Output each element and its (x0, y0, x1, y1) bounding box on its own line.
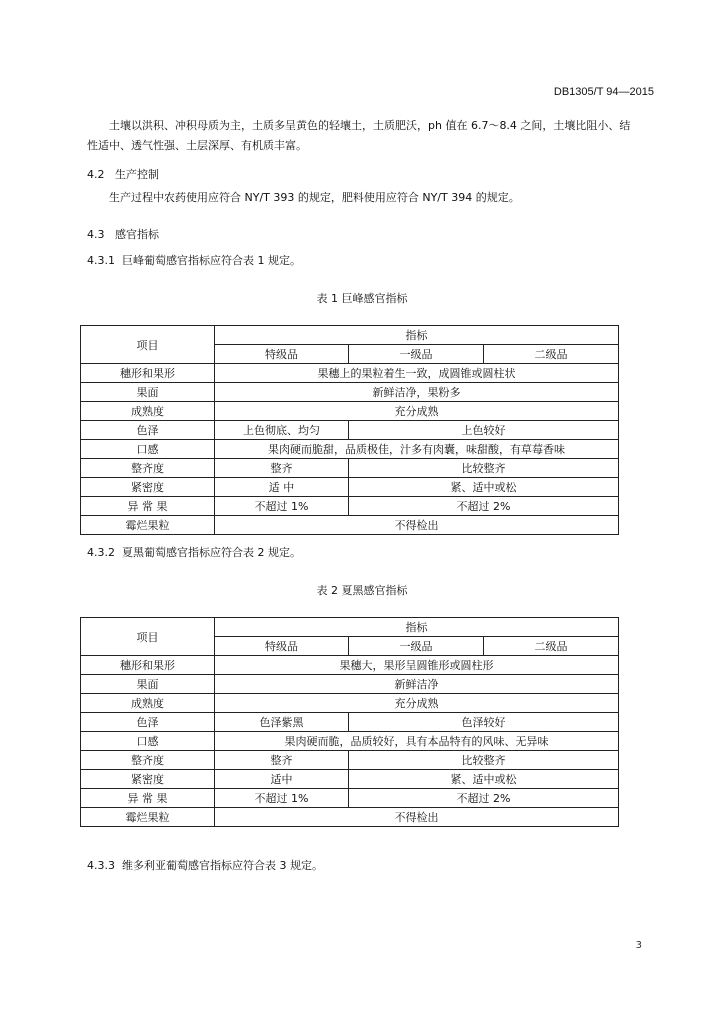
table-row (81, 478, 619, 497)
table-row (81, 656, 619, 675)
cell: 不超过 1% (215, 497, 349, 516)
cell: 紧、适中或松 (349, 770, 619, 789)
cell: 果穗上的果粒着生一致，成圆锥或圆柱状 (215, 364, 619, 383)
cell: 不得检出 (215, 808, 619, 827)
row-label: 异 常 果 (81, 789, 215, 808)
cell: 不超过 2% (349, 789, 619, 808)
cell: 色泽较好 (349, 713, 619, 732)
cell: 新鲜洁净，果粉多 (215, 383, 619, 402)
table-row (81, 732, 619, 751)
section-4-2-heading (87, 166, 159, 182)
header-index: 指标 (215, 326, 619, 345)
table-row (81, 383, 619, 402)
cell: 不超过 2% (349, 497, 619, 516)
table-row (81, 808, 619, 827)
header-grade: 二级品 (484, 345, 619, 364)
table2 (80, 617, 619, 827)
cell: 上色彻底、均匀 (215, 421, 349, 440)
section-title: 感官指标 (115, 228, 159, 241)
cell: 适中 (215, 770, 349, 789)
header-grade: 特级品 (215, 637, 349, 656)
row-label: 异 常 果 (81, 497, 215, 516)
table-row (81, 326, 619, 345)
cell: 整齐 (215, 751, 349, 770)
header-index: 指标 (215, 618, 619, 637)
clause-4-3-2: 4.3.2 夏黑葡萄感官指标应符合表 2 规定。 (87, 546, 301, 559)
table-row (81, 770, 619, 789)
row-label: 霉烂果粒 (81, 516, 215, 535)
cell: 比较整齐 (349, 751, 619, 770)
table1-caption: 表 1 巨峰感官指标 (316, 292, 408, 305)
header-grade: 特级品 (215, 345, 349, 364)
cell: 充分成熟 (215, 402, 619, 421)
production-paragraph: 生产过程中农药使用应符合 NY/T 393 的规定，肥料使用应符合 NY/T 394 的规定。 (109, 191, 520, 204)
table1 (80, 325, 619, 535)
row-label: 紧密度 (81, 770, 215, 789)
page-number: 3 (635, 940, 642, 951)
row-label: 穗形和果形 (81, 364, 215, 383)
table-row (81, 402, 619, 421)
cell: 果穗大，果形呈圆锥形或圆柱形 (215, 656, 619, 675)
row-label: 果面 (81, 675, 215, 694)
section-number: 4.2 (87, 168, 105, 181)
table-row (81, 440, 619, 459)
table2-caption: 表 2 夏黑感官指标 (316, 584, 408, 597)
table-row (81, 364, 619, 383)
row-label: 整齐度 (81, 459, 215, 478)
soil-paragraph: 土壤以洪积、冲积母质为主，土质多呈黄色的轻壤土，土质肥沃，ph 值在 6.7～8.4 之间，土壤比阻小、结性适中、透气性强、土层深厚、有机质丰富。 (87, 119, 631, 152)
table-row (81, 751, 619, 770)
table-row (81, 516, 619, 535)
clause-4-3-3: 4.3.3 维多利亚葡萄感官指标应符合表 3 规定。 (87, 859, 323, 872)
cell: 新鲜洁净 (215, 675, 619, 694)
cell: 果肉硬而脆，品质较好，具有本品特有的风味、无异味 (215, 732, 619, 751)
table-row (81, 459, 619, 478)
row-label: 霉烂果粒 (81, 808, 215, 827)
section-title: 生产控制 (115, 168, 159, 181)
document-code-header: DB1305/T 94—2015 (553, 86, 654, 98)
header-grade: 一级品 (349, 637, 484, 656)
cell: 不得检出 (215, 516, 619, 535)
row-label: 口感 (81, 732, 215, 751)
table-row (81, 618, 619, 637)
row-label: 色泽 (81, 421, 215, 440)
section-number: 4.3 (87, 228, 105, 241)
section-4-3-heading (87, 226, 159, 242)
header-grade: 一级品 (349, 345, 484, 364)
header-item: 项目 (81, 618, 215, 656)
row-label: 整齐度 (81, 751, 215, 770)
table-row (81, 694, 619, 713)
table-row (81, 713, 619, 732)
cell: 适 中 (215, 478, 349, 497)
header-item: 项目 (81, 326, 215, 364)
row-label: 果面 (81, 383, 215, 402)
header-grade: 二级品 (484, 637, 619, 656)
row-label: 色泽 (81, 713, 215, 732)
table-row (81, 421, 619, 440)
table-row (81, 789, 619, 808)
cell: 比较整齐 (349, 459, 619, 478)
row-label: 口感 (81, 440, 215, 459)
cell: 色泽紫黑 (215, 713, 349, 732)
row-label: 穗形和果形 (81, 656, 215, 675)
cell: 上色较好 (349, 421, 619, 440)
table-row (81, 675, 619, 694)
clause-4-3-1: 4.3.1 巨峰葡萄感官指标应符合表 1 规定。 (87, 254, 301, 267)
row-label: 成熟度 (81, 402, 215, 421)
cell: 充分成熟 (215, 694, 619, 713)
table-row (81, 497, 619, 516)
cell: 整齐 (215, 459, 349, 478)
cell: 紧、适中或松 (349, 478, 619, 497)
row-label: 紧密度 (81, 478, 215, 497)
cell: 果肉硬而脆甜，品质极佳，汁多有肉囊，味甜酸，有草莓香味 (215, 440, 619, 459)
row-label: 成熟度 (81, 694, 215, 713)
cell: 不超过 1% (215, 789, 349, 808)
